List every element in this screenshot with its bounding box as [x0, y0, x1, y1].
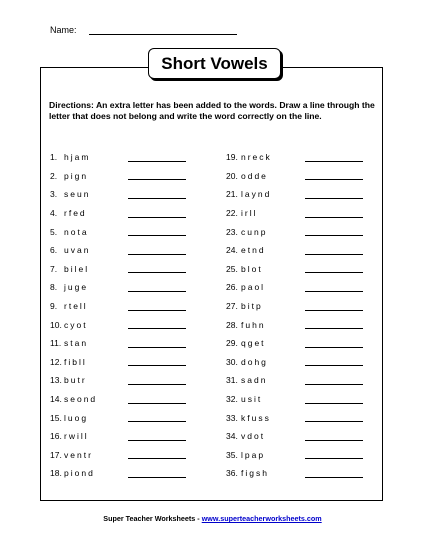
footer-url-link[interactable]: www.superteacherworksheets.com	[201, 514, 322, 523]
word-item	[226, 371, 363, 390]
word-item	[50, 427, 186, 446]
answer-line[interactable]	[305, 198, 363, 199]
answer-line[interactable]	[128, 217, 186, 218]
item-number: 33.	[226, 412, 238, 423]
scrambled-word: bilel	[64, 263, 90, 274]
answer-line[interactable]	[128, 235, 186, 236]
scrambled-word: qget	[241, 338, 266, 349]
answer-line[interactable]	[128, 458, 186, 459]
word-item	[226, 427, 363, 446]
item-number: 35.	[226, 449, 238, 460]
item-number: 24.	[226, 245, 238, 256]
answer-line[interactable]	[305, 235, 363, 236]
scrambled-word: usit	[241, 394, 263, 405]
item-number: 4.	[50, 208, 58, 219]
item-number: 19.	[226, 152, 238, 163]
item-number: 1.	[50, 152, 58, 163]
scrambled-word: nreck	[241, 152, 272, 163]
scrambled-word: odde	[241, 170, 268, 181]
word-item	[226, 167, 363, 186]
item-number: 14.	[50, 394, 62, 405]
item-number: 28.	[226, 319, 238, 330]
scrambled-word: uvan	[64, 245, 91, 256]
word-item	[226, 204, 363, 223]
scrambled-word: rwill	[64, 431, 89, 442]
word-item	[226, 148, 363, 167]
scrambled-word: piond	[64, 468, 95, 479]
item-number: 25.	[226, 263, 238, 274]
answer-line[interactable]	[305, 254, 363, 255]
footer	[0, 514, 425, 523]
word-item	[226, 353, 363, 372]
answer-line[interactable]	[128, 440, 186, 441]
word-list-right	[226, 148, 363, 483]
footer-brand: Super Teacher Worksheets	[103, 514, 196, 523]
footer-separator: -	[195, 514, 202, 523]
answer-line[interactable]	[305, 291, 363, 292]
scrambled-word: sadn	[241, 375, 268, 386]
scrambled-word: stan	[64, 338, 89, 349]
answer-line[interactable]	[305, 310, 363, 311]
answer-line[interactable]	[128, 365, 186, 366]
answer-line[interactable]	[128, 310, 186, 311]
item-number: 22.	[226, 208, 238, 219]
name-label: Name:	[50, 25, 77, 35]
answer-line[interactable]	[305, 440, 363, 441]
word-item	[50, 390, 186, 409]
answer-line[interactable]	[128, 384, 186, 385]
scrambled-word: cyot	[64, 319, 88, 330]
scrambled-word: blot	[241, 263, 263, 274]
item-number: 20.	[226, 170, 238, 181]
item-number: 30.	[226, 356, 238, 367]
word-item	[50, 260, 186, 279]
word-item	[50, 464, 186, 483]
scrambled-word: paol	[241, 282, 266, 293]
item-number: 5.	[50, 226, 58, 237]
word-item	[226, 241, 363, 260]
scrambled-word: cunp	[241, 226, 268, 237]
answer-line[interactable]	[128, 291, 186, 292]
item-number: 21.	[226, 189, 238, 200]
answer-line[interactable]	[128, 161, 186, 162]
item-number: 16.	[50, 431, 62, 442]
scrambled-word: bitp	[241, 301, 263, 312]
item-number: 12.	[50, 356, 62, 367]
answer-line[interactable]	[305, 365, 363, 366]
word-item	[50, 167, 186, 186]
answer-line[interactable]	[128, 421, 186, 422]
item-number: 36.	[226, 468, 238, 479]
word-item	[226, 260, 363, 279]
item-number: 3.	[50, 189, 58, 200]
answer-line[interactable]	[305, 179, 363, 180]
scrambled-word: etnd	[241, 245, 266, 256]
item-number: 6.	[50, 245, 58, 256]
answer-line[interactable]	[128, 477, 186, 478]
word-item	[226, 222, 363, 241]
word-item	[226, 185, 363, 204]
answer-line[interactable]	[305, 272, 363, 273]
item-number: 23.	[226, 226, 238, 237]
word-item	[226, 390, 363, 409]
scrambled-word: laynd	[241, 189, 272, 200]
answer-line[interactable]	[128, 272, 186, 273]
answer-line[interactable]	[305, 403, 363, 404]
scrambled-word: hjam	[64, 152, 91, 163]
item-number: 11.	[50, 338, 62, 349]
scrambled-word: kfuss	[241, 412, 271, 423]
scrambled-word: fibll	[64, 356, 87, 367]
item-number: 8.	[50, 282, 58, 293]
word-item	[50, 148, 186, 167]
scrambled-word: seun	[64, 189, 91, 200]
scrambled-word: figsh	[241, 468, 269, 479]
answer-line[interactable]	[128, 254, 186, 255]
word-item	[226, 464, 363, 483]
worksheet-title: Short Vowels	[148, 48, 281, 79]
answer-line[interactable]	[128, 198, 186, 199]
item-number: 9.	[50, 301, 58, 312]
answer-line[interactable]	[305, 347, 363, 348]
item-number: 7.	[50, 263, 58, 274]
scrambled-word: dohg	[241, 356, 268, 367]
answer-line[interactable]	[128, 179, 186, 180]
item-number: 26.	[226, 282, 238, 293]
word-item	[226, 408, 363, 427]
scrambled-word: lpap	[241, 449, 266, 460]
word-item	[50, 204, 186, 223]
scrambled-word: vdot	[241, 431, 266, 442]
scrambled-word: nota	[64, 226, 89, 237]
answer-line[interactable]	[305, 217, 363, 218]
word-item	[226, 315, 363, 334]
word-item	[226, 278, 363, 297]
scrambled-word: rtell	[64, 301, 88, 312]
item-number: 32.	[226, 394, 238, 405]
item-number: 17.	[50, 449, 62, 460]
scrambled-word: juge	[64, 282, 89, 293]
word-list-left	[50, 148, 186, 483]
item-number: 18.	[50, 468, 62, 479]
answer-line[interactable]	[305, 421, 363, 422]
name-input-line[interactable]	[89, 34, 237, 35]
scrambled-word: irll	[241, 208, 258, 219]
word-item	[50, 371, 186, 390]
answer-line[interactable]	[305, 458, 363, 459]
answer-line[interactable]	[305, 161, 363, 162]
word-item	[226, 297, 363, 316]
word-item	[226, 446, 363, 465]
word-item	[50, 353, 186, 372]
answer-line[interactable]	[128, 347, 186, 348]
answer-line[interactable]	[128, 328, 186, 329]
word-item	[226, 334, 363, 353]
scrambled-word: pign	[64, 170, 89, 181]
item-number: 15.	[50, 412, 62, 423]
item-number: 34.	[226, 431, 238, 442]
item-number: 31.	[226, 375, 238, 386]
scrambled-word: butr	[64, 375, 87, 386]
word-item	[50, 334, 186, 353]
item-number: 2.	[50, 170, 58, 181]
scrambled-word: ventr	[64, 449, 93, 460]
answer-line[interactable]	[305, 477, 363, 478]
answer-line[interactable]	[305, 328, 363, 329]
word-item	[50, 278, 186, 297]
word-item	[50, 408, 186, 427]
item-number: 10.	[50, 319, 62, 330]
scrambled-word: luog	[64, 412, 89, 423]
scrambled-word: fuhn	[241, 319, 266, 330]
word-item	[50, 222, 186, 241]
item-number: 13.	[50, 375, 62, 386]
name-row	[50, 25, 237, 35]
word-item	[50, 241, 186, 260]
answer-line[interactable]	[305, 384, 363, 385]
directions-text: Directions: An extra letter has been added to the words. Draw a line through the letter that does not belong and write the word correctly on the line.	[49, 100, 375, 121]
answer-line[interactable]	[128, 403, 186, 404]
word-item	[50, 185, 186, 204]
scrambled-word: seond	[64, 394, 98, 405]
word-item	[50, 297, 186, 316]
word-item	[50, 315, 186, 334]
scrambled-word: rfed	[64, 208, 87, 219]
item-number: 29.	[226, 338, 238, 349]
item-number: 27.	[226, 301, 238, 312]
word-item	[50, 446, 186, 465]
